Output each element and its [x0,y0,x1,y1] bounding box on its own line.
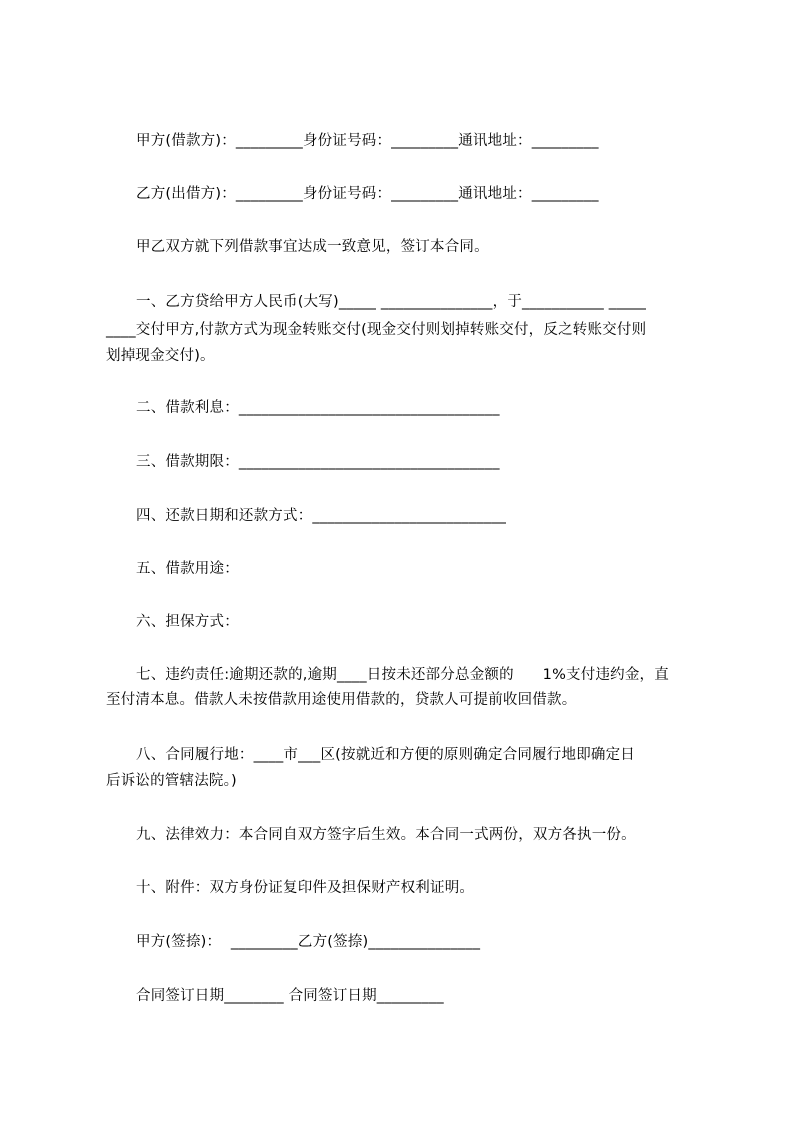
clause-4-line: 四、还款日期和还款方式：__________________________ [136,508,507,524]
signing-date-line: 合同签订日期________ 合同签订日期_________ [136,988,444,1004]
clause-1-line-1: 一、乙方贷给甲方人民币(大写)_____ _______________，于___________ _____ [136,294,647,310]
clause-7-line-2: 至付清本息。借款人未按借款用途使用借款的，贷款人可提前收回借款。 [106,692,577,708]
clause-8-line-2: 后诉讼的管辖法院。) [106,773,237,789]
clause-3-line: 三、借款期限：___________________________________ [136,454,500,470]
party-b-info-line: 乙方(出借方)：_________身份证号码：_________通讯地址：_________ [136,186,599,202]
clause-5-line: 五、借款用途： [136,561,239,577]
agreement-intro-line: 甲乙双方就下列借款事宜达成一致意见，签订本合同。 [136,239,489,255]
clause-6-line: 六、担保方式： [136,614,239,630]
clause-1-line-2: ____交付甲方,付款方式为现金转账交付(现金交付则划掉转账交付，反之转账交付则 [106,322,647,338]
clause-2-line: 二、借款利息：___________________________________ [136,400,500,416]
party-a-info-line: 甲方(借款方)：_________身份证号码：_________通讯地址：_________ [136,133,599,149]
signature-line: 甲方(签捺)： _________乙方(签捺)_______________ [136,934,481,950]
clause-9-line: 九、法律效力：本合同自双方签字后生效。本合同一式两份，双方各执一份。 [136,827,636,843]
clause-1-line-3: 划掉现金交付)。 [106,348,215,364]
clause-10-line: 十、附件：双方身份证复印件及担保财产权利证明。 [136,880,475,896]
clause-7-line-1: 七、违约责任:逾期还款的,逾期____日按未还部分总金额的 1%支付违约金，直 [136,667,669,683]
clause-8-line-1: 八、合同履行地：____市___区(按就近和方便的原则确定合同履行地即确定日 [136,747,636,763]
